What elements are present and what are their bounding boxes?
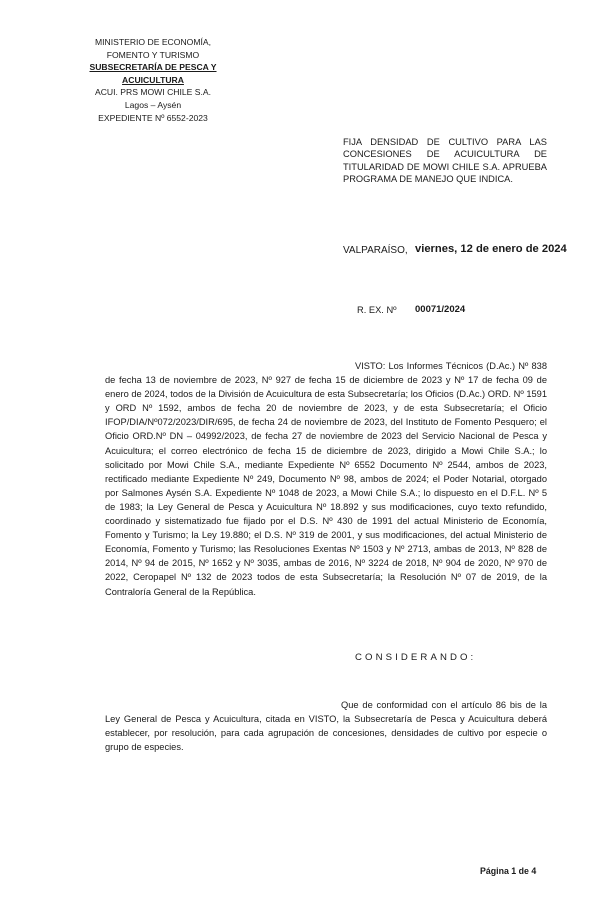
letterhead bbox=[58, 36, 248, 124]
resolution-date: viernes, 12 de enero de 2024 bbox=[415, 243, 567, 255]
considerando-text: Que de conformidad con el artículo 86 bis de la Ley General de Pesca y Acuicultura, citada en VISTO, la Subsecretaría de Pesca y Acuicultura deberá establecer, por resolución, para cada agrupación de concesiones, densidades de cultivo por especie o grupo de especies. bbox=[105, 700, 547, 753]
region-line: Lagos – Aysén bbox=[124, 99, 182, 110]
visto-text: VISTO: Los Informes Técnicos (D.Ac.) Nº 838 de fecha 13 de noviembre de 2023, Nº 927 de fecha 15 de diciembre de 2023 y Nº 17 de fecha 09 de enero de 2024, todos de la División de Acuicultura de esta Subsecretaría; los Oficios (D.Ac.) ORD. Nº 1591 y ORD Nº 1592, ambos de fecha 20 de noviembre de 2023, y de esta Subsecretaría; el Oficio IFOP/DIA/Nº072/2023/DIR/695, de fecha 24 de noviembre de 2023, del Instituto de Fomento Pesquero; el Oficio ORD.Nº DN – 04992/2023, de fecha 27 de noviembre de 2023 del Servicio Nacional de Pesca y Acuicultura; el correo electrónico de fecha 15 de diciembre de 2023, dirigido a Mowi Chile S.A.; lo solicitado por Mowi Chile S.A., mediante Expediente Nº 6552 Documento Nº 2544, ambos de 2023, rectificado mediante Expediente Nº 249, Documento Nº 98, ambos de 2024; el Poder Notarial, otorgado por Salmones Aysén S.A. Expediente Nº 1048 de 2023, a Mowi Chile S.A.; lo dispuesto en el D.F.L. Nº 5 de 1983; la Ley General de Pesca y Acuicultura Nº 18.892 y sus modificaciones, cuyo texto refundido, coordinado y sistematizado fue fijado por el D.S. Nº 430 de 1991 del actual Ministerio de Economía, Fomento y Turismo; la Ley 19.880; el D.S. Nº 319 de 2001, y sus modificaciones, del actual Ministerio de Economía, Fomento y Turismo; las Resoluciones Exentas Nº 1503 y Nº 2713, ambas de 2013, Nº 828 de 2014, Nº 94 de 2015, Nº 1652 y Nº 3035, ambas de 2016, Nº 3224 de 2018, Nº 904 de 2020, Nº 970 de 2022, Ceropapel Nº 132 de 2023 todos de esta Subsecretaría; la Resolución Nº 07 de 2019, de la Contraloría General de la República. bbox=[105, 361, 547, 597]
page-number: Página 1 de 4 bbox=[480, 866, 537, 876]
expediente-line: EXPEDIENTE Nº 6552-2023 bbox=[98, 112, 208, 123]
place-label: VALPARAÍSO, bbox=[343, 245, 408, 256]
company-line: ACUI. PRS MOWI CHILE S.A. bbox=[94, 87, 212, 98]
visto-paragraph bbox=[105, 359, 547, 599]
considerando-heading: CONSIDERANDO: bbox=[355, 652, 477, 663]
subsecretaria-line: SUBSECRETARÍA DE PESCA Y ACUICULTURA bbox=[89, 62, 217, 85]
ministry-line-1: MINISTERIO DE ECONOMÍA, bbox=[94, 37, 212, 47]
rex-number: 00071/2024 bbox=[415, 304, 466, 315]
considerando-paragraph bbox=[105, 698, 547, 754]
ministry-line-2: FOMENTO Y TURISMO bbox=[106, 49, 200, 60]
resolution-subject: FIJA DENSIDAD DE CULTIVO PARA LAS CONCESIONES DE ACUICULTURA DE TITULARIDAD DE MOWI CHILE S.A. APRUEBA PROGRAMA DE MANEJO QUE INDICA. bbox=[343, 137, 547, 185]
rex-label: R. EX. Nº bbox=[357, 305, 397, 315]
